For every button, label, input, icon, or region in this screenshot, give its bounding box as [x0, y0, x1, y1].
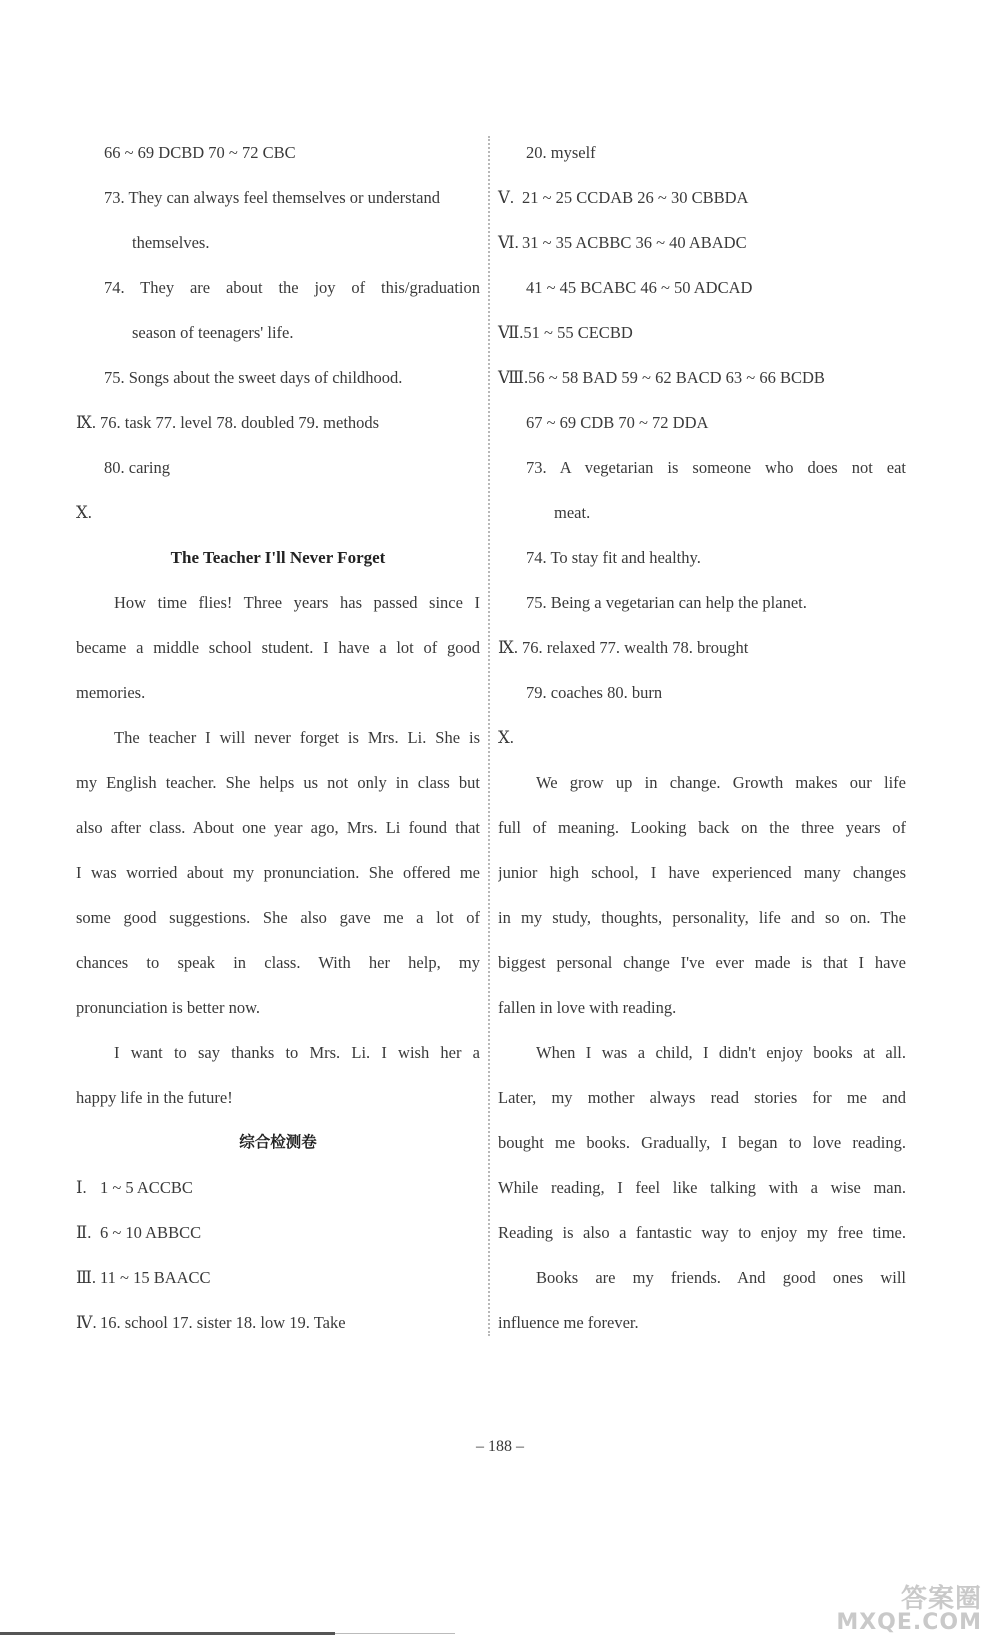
answer-line: season of teenagers' life.: [132, 323, 294, 342]
answer-line: 74. To stay fit and healthy.: [526, 548, 701, 567]
essay-line: my English teacher. She helps us not only in class but: [76, 773, 480, 792]
answer-line: 73. A vegetarian is someone who does not eat: [526, 458, 906, 477]
essay-line: Reading is also a fantastic way to enjoy my free time.: [498, 1223, 906, 1242]
essay-line: biggest personal change I've ever made is that I have: [498, 953, 906, 972]
answer-line: [498, 175, 906, 220]
right-column: [498, 130, 906, 1345]
essay-line: fallen in love with reading.: [498, 998, 677, 1017]
answer-text: 76. relaxed 77. wealth 78. brought: [522, 638, 749, 657]
essay-line: How time flies! Three years has passed since I: [114, 593, 480, 612]
answer-text: 56 ~ 58 BAD 59 ~ 62 BACD 63 ~ 66 BCDB: [528, 368, 825, 387]
answer-line: 74. They are about the joy of this/graduation: [104, 278, 480, 297]
answer-line: 80. caring: [104, 458, 170, 477]
answer-line: 75. Songs about the sweet days of childhood.: [104, 368, 403, 387]
answer-line: themselves.: [132, 233, 210, 252]
answer-line: meat.: [554, 503, 591, 522]
essay-line: When I was a child, I didn't enjoy books at all.: [536, 1043, 906, 1062]
essay-line: Books are my friends. And good ones will: [536, 1268, 906, 1287]
answer-text: 76. task 77. level 78. doubled 79. methods: [100, 413, 380, 432]
section-numeral: Ⅳ.: [76, 1313, 97, 1332]
essay-line: I was worried about my pronunciation. She offered me: [76, 863, 480, 882]
essay-line: We grow up in change. Growth makes our life: [536, 773, 906, 792]
essay-line: also after class. About one year ago, Mrs. Li found that: [76, 818, 480, 837]
essay-line: became a middle school student. I have a lot of good: [76, 638, 480, 657]
section-numeral: Ⅴ.: [498, 188, 515, 207]
essay-line: bought me books. Gradually, I began to love reading.: [498, 1133, 906, 1152]
section-numeral: Ⅰ.: [76, 1178, 87, 1197]
answer-text: 1 ~ 5 ACCBC: [100, 1178, 193, 1197]
answer-text: 51 ~ 55 CECBD: [523, 323, 633, 342]
section-numeral: Ⅹ.: [76, 503, 92, 522]
footer-rule: [0, 1632, 335, 1635]
answer-line: 67 ~ 69 CDB 70 ~ 72 DDA: [526, 413, 709, 432]
essay-line: happy life in the future!: [76, 1088, 233, 1107]
essay-line: influence me forever.: [498, 1313, 639, 1332]
answer-line: 41 ~ 45 BCABC 46 ~ 50 ADCAD: [526, 278, 753, 297]
answer-line: [76, 1210, 480, 1255]
section-numeral: Ⅸ.: [76, 413, 97, 432]
essay-line: pronunciation is better now.: [76, 998, 261, 1017]
answer-line: [76, 1255, 480, 1300]
answer-line: [498, 310, 906, 355]
section-numeral: Ⅶ.: [498, 323, 524, 342]
section-numeral: Ⅸ.: [498, 638, 519, 657]
answer-line: 79. coaches 80. burn: [526, 683, 663, 702]
essay-line: The teacher I will never forget is Mrs. Li. She is: [114, 728, 480, 747]
section-numeral: Ⅱ.: [76, 1223, 92, 1242]
answer-text: 11 ~ 15 BAACC: [100, 1268, 211, 1287]
answer-line: 20. myself: [526, 143, 596, 162]
answer-text: 31 ~ 35 ACBBC 36 ~ 40 ABADC: [522, 233, 747, 252]
answer-line: 75. Being a vegetarian can help the planet.: [526, 593, 807, 612]
answer-line: [498, 220, 906, 265]
essay-line: some good suggestions. She also gave me a lot of: [76, 908, 480, 927]
answer-line: [76, 1165, 480, 1210]
answer-line: 66 ~ 69 DCBD 70 ~ 72 CBC: [104, 143, 296, 162]
watermark-url: MXQE.COM: [836, 1610, 982, 1635]
essay-line: I want to say thanks to Mrs. Li. I wish her a: [114, 1043, 480, 1062]
section-title: 综合检测卷: [239, 1133, 317, 1151]
essay-line: junior high school, I have experienced many changes: [498, 863, 906, 882]
answer-text: 21 ~ 25 CCDAB 26 ~ 30 CBBDA: [522, 188, 749, 207]
essay-line: full of meaning. Looking back on the three years of: [498, 818, 906, 837]
answer-line: [76, 1300, 480, 1345]
section-numeral: Ⅷ.: [498, 368, 529, 387]
answer-line: [498, 355, 906, 400]
section-numeral: Ⅹ.: [498, 728, 514, 747]
essay-line: While reading, I feel like talking with a wise man.: [498, 1178, 906, 1197]
section-numeral: Ⅵ.: [498, 233, 519, 252]
essay-title: The Teacher I'll Never Forget: [170, 548, 386, 567]
answer-text: 6 ~ 10 ABBCC: [100, 1223, 202, 1242]
answer-line: [76, 400, 480, 445]
left-column: [76, 130, 480, 1345]
answer-text: 16. school 17. sister 18. low 19. Take: [100, 1313, 346, 1332]
footer-rule-faint: [335, 1633, 455, 1634]
answer-line: 73. They can always feel themselves or understand: [104, 188, 441, 207]
essay-line: in my study, thoughts, personality, life and so on. The: [498, 908, 906, 927]
answer-line: [498, 625, 906, 670]
watermark-logo: 答案圈: [900, 1584, 982, 1614]
essay-line: chances to speak in class. With her help, my: [76, 953, 480, 972]
essay-line: Later, my mother always read stories for me and: [498, 1088, 906, 1107]
section-numeral: Ⅲ.: [76, 1268, 97, 1287]
page-number: – 188 –: [476, 1438, 524, 1455]
column-divider: [488, 136, 490, 1336]
essay-line: memories.: [76, 683, 146, 702]
